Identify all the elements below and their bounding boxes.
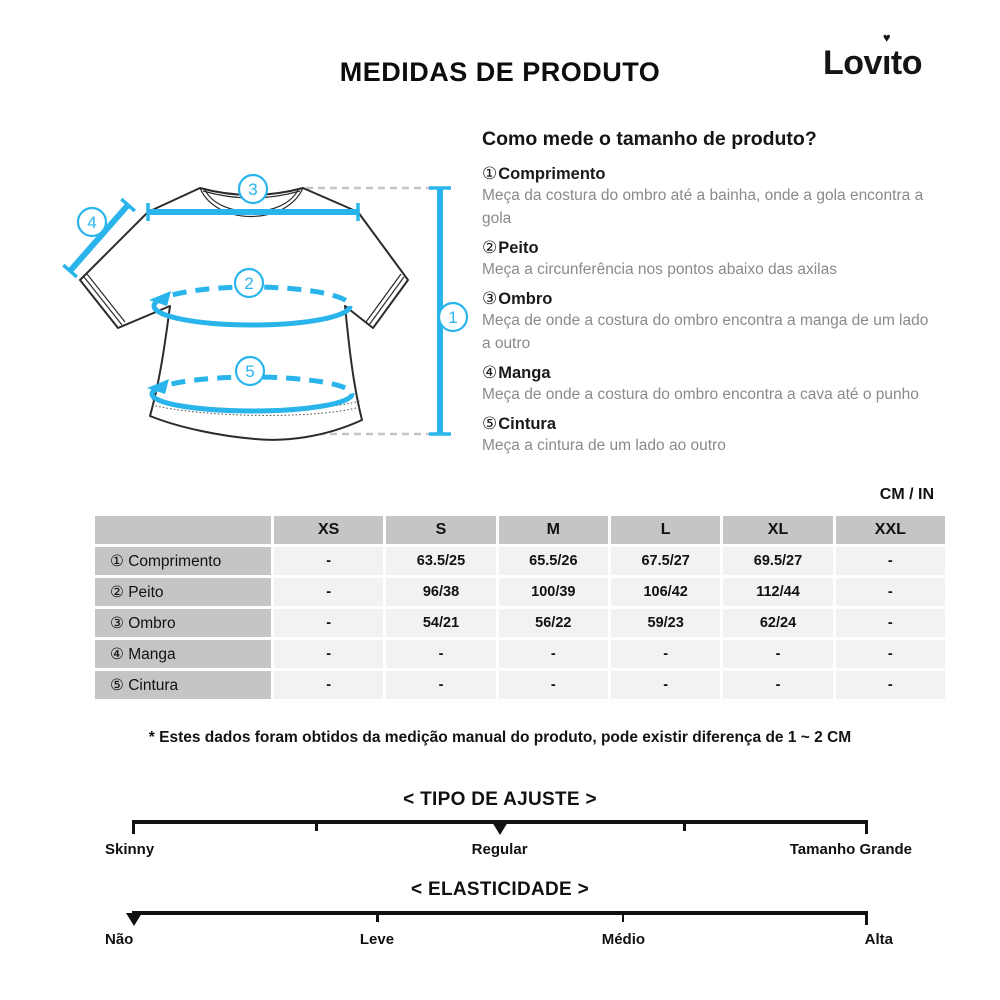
size-value-cell: 63.5/25 xyxy=(386,547,495,575)
heart-icon: ♥ xyxy=(882,30,891,45)
units-label: CM / IN xyxy=(879,486,934,503)
elasticity-label-medio: Médio xyxy=(601,931,646,948)
size-value-cell: 65.5/26 xyxy=(499,547,608,575)
marker-4 xyxy=(78,208,106,236)
circled-number-5: ⑤ xyxy=(482,414,498,433)
scale-tick xyxy=(622,911,625,922)
marker-1-label: 1 xyxy=(448,308,458,327)
table-corner-cell xyxy=(95,516,271,544)
brand-logo-prefix: Lov xyxy=(823,44,882,82)
size-table xyxy=(95,516,945,699)
guide-item-ombro xyxy=(482,289,934,355)
guide-item-peito xyxy=(482,238,934,281)
size-value-cell: - xyxy=(836,609,945,637)
size-value-cell: 69.5/27 xyxy=(723,547,832,575)
fit-label-skinny: Skinny xyxy=(105,841,155,858)
fit-scale xyxy=(132,820,868,840)
measure-row-label: ① Comprimento xyxy=(95,547,271,575)
guide-item-manga xyxy=(482,363,934,406)
scale-tick xyxy=(865,820,868,834)
size-value-cell: 62/24 xyxy=(723,609,832,637)
marker-5-label: 5 xyxy=(245,362,255,381)
measure-row-label: ⑤ Cintura xyxy=(95,671,271,699)
brand-logo-suffix: to xyxy=(890,44,922,82)
measure-term: Ombro xyxy=(498,290,553,308)
size-value-cell: - xyxy=(274,578,383,606)
circled-number-2: ② xyxy=(482,238,498,257)
size-value-cell: 54/21 xyxy=(386,609,495,637)
guide-item-comprimento xyxy=(482,164,934,230)
tshirt-measurement-diagram xyxy=(40,148,490,478)
page-title: MEDIDAS DE PRODUTO xyxy=(339,57,661,87)
size-value-cell: - xyxy=(386,671,495,699)
measure-row-label: ③ Ombro xyxy=(95,609,271,637)
size-value-cell: - xyxy=(274,671,383,699)
size-value-cell: - xyxy=(386,640,495,668)
size-column-header: XL xyxy=(723,516,832,544)
measure-row-label: ② Peito xyxy=(95,578,271,606)
size-value-cell: - xyxy=(274,547,383,575)
measure-term: Manga xyxy=(498,364,551,382)
elasticity-scale-labels xyxy=(105,931,905,951)
marker-3-label: 3 xyxy=(248,180,258,199)
size-value-cell: - xyxy=(836,578,945,606)
size-value-cell: 59/23 xyxy=(611,609,720,637)
scale-tick xyxy=(132,820,135,834)
guide-item-cintura xyxy=(482,414,934,457)
fit-scale-labels xyxy=(105,841,912,861)
marker-5 xyxy=(236,357,264,385)
size-value-cell: - xyxy=(836,547,945,575)
circled-number-1: ① xyxy=(482,164,498,183)
measure-term: Peito xyxy=(498,239,539,257)
scale-tick xyxy=(683,820,686,831)
measure-row-label: ④ Manga xyxy=(95,640,271,668)
tshirt-outline xyxy=(80,188,408,440)
brand-dotless-i: ı xyxy=(881,44,891,82)
measure-description: Meça a circunferência nos pontos abaixo das axilas xyxy=(482,261,837,278)
scale-tick xyxy=(315,820,318,831)
size-value-cell: - xyxy=(836,640,945,668)
elasticity-label-leve: Leve xyxy=(359,931,395,948)
size-value-cell: 96/38 xyxy=(386,578,495,606)
guide-title: Como mede o tamanho de produto? xyxy=(482,128,817,150)
size-value-cell: 100/39 xyxy=(499,578,608,606)
elasticity-scale-title: < ELASTICIDADE > xyxy=(411,879,589,900)
fit-label-tamanho-grande: Tamanho Grande xyxy=(789,841,912,858)
size-value-cell: - xyxy=(723,640,832,668)
circled-number-4: ④ xyxy=(482,363,498,382)
size-value-cell: - xyxy=(611,640,720,668)
elasticity-label-alta: Alta xyxy=(864,931,893,948)
measurement-footnote: * Estes dados foram obtidos da medição manual do produto, pode existir diferença de 1 ~ 2 CM xyxy=(148,729,852,746)
size-value-cell: - xyxy=(274,609,383,637)
measure-description: Meça de onde a costura do ombro encontra a cava até o punho xyxy=(482,386,919,403)
fit-pointer-icon xyxy=(492,822,508,835)
size-value-cell: 112/44 xyxy=(723,578,832,606)
scale-tick xyxy=(376,911,379,922)
size-value-cell: 56/22 xyxy=(499,609,608,637)
marker-2-label: 2 xyxy=(244,274,254,293)
size-value-cell: 106/42 xyxy=(611,578,720,606)
marker-4-label: 4 xyxy=(87,213,97,232)
marker-2 xyxy=(235,269,263,297)
size-value-cell: - xyxy=(611,671,720,699)
size-column-header: XXL xyxy=(836,516,945,544)
measure-guide xyxy=(482,128,934,457)
brand-logo xyxy=(823,30,922,83)
measure-description: Meça da costura do ombro até a bainha, onde a gola encontra a gola xyxy=(482,187,924,227)
size-value-cell: - xyxy=(836,671,945,699)
size-value-cell: 67.5/27 xyxy=(611,547,720,575)
marker-3 xyxy=(239,175,267,203)
fit-scale-title: < TIPO DE AJUSTE > xyxy=(403,789,597,810)
circled-number-3: ③ xyxy=(482,289,498,308)
measure-description: Meça a cintura de um lado ao outro xyxy=(482,437,726,454)
elasticity-pointer-icon xyxy=(126,913,142,926)
size-column-header: M xyxy=(499,516,608,544)
fit-label-regular: Regular xyxy=(471,841,528,858)
elasticity-scale-line xyxy=(132,911,868,915)
elasticity-scale xyxy=(132,911,868,931)
size-column-header: L xyxy=(611,516,720,544)
brand-logo-i xyxy=(881,30,891,83)
size-value-cell: - xyxy=(499,671,608,699)
size-value-cell: - xyxy=(499,640,608,668)
size-value-cell: - xyxy=(274,640,383,668)
size-column-header: XS xyxy=(274,516,383,544)
measure-term: Cintura xyxy=(498,415,556,433)
measure-term: Comprimento xyxy=(498,165,606,183)
scale-tick xyxy=(865,911,868,925)
size-value-cell: - xyxy=(723,671,832,699)
measure-description: Meça de onde a costura do ombro encontra a manga de um lado a outro xyxy=(482,312,929,352)
size-column-header: S xyxy=(386,516,495,544)
elasticity-label-nao: Não xyxy=(105,931,134,948)
marker-1 xyxy=(439,303,467,331)
